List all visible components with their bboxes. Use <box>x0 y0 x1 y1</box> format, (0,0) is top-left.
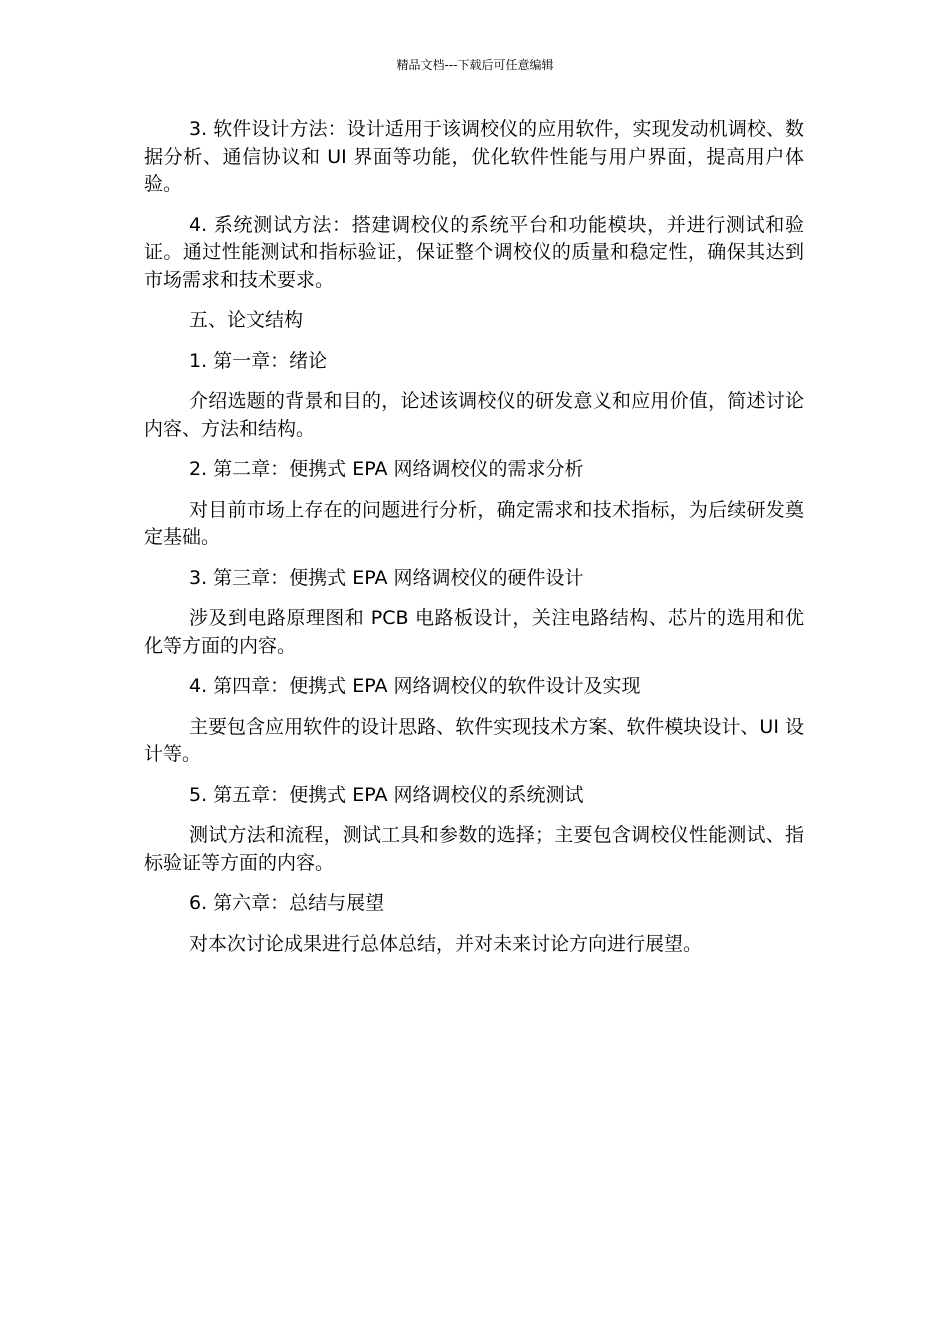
paragraph-software-design-method: 3. 软件设计方法：设计适用于该调校仪的应用软件，实现发动机调校、数据分析、通信协议和 UI 界面等功能，优化软件性能与用户界面，提高用户体验。 <box>144 118 804 195</box>
chapter-heading-5: 5. 第五章：便携式 EPA 网络调校仪的系统测试 <box>189 783 584 806</box>
chapter-heading-2: 2. 第二章：便携式 EPA 网络调校仪的需求分析 <box>189 458 584 480</box>
chapter-description-3: 涉及到电路原理图和 PCB 电路板设计，关注电路结构、芯片的选用和优化等方面的内容。 <box>144 607 804 657</box>
document-body <box>144 116 804 971</box>
section-heading-thesis-structure: 五、论文结构 <box>189 309 304 331</box>
chapter-description-4: 主要包含应用软件的设计思路、软件实现技术方案、软件模块设计、UI 设计等。 <box>144 715 804 765</box>
page-header: 精品文档---下载后可任意编辑 <box>396 58 554 72</box>
chapter-heading-6: 6. 第六章：总结与展望 <box>189 892 385 914</box>
paragraph-system-test-method: 4. 系统测试方法：搭建调校仪的系统平台和功能模块，并进行测试和验证。通过性能测试和指标验证，保证整个调校仪的质量和稳定性，确保其达到市场需求和技术要求。 <box>144 213 804 291</box>
chapter-heading-1: 1. 第一章：绪论 <box>189 349 328 372</box>
chapter-description-6: 对本次讨论成果进行总体总结，并对未来讨论方向进行展望。 <box>189 932 703 955</box>
chapter-description-5: 测试方法和流程，测试工具和参数的选择；主要包含调校仪性能测试、指标验证等方面的内容。 <box>144 824 804 874</box>
chapter-description-1: 介绍选题的背景和目的，论述该调校仪的研发意义和应用价值，简述讨论内容、方法和结构。 <box>144 390 804 440</box>
chapter-heading-3: 3. 第三章：便携式 EPA 网络调校仪的硬件设计 <box>189 566 584 589</box>
chapter-description-2: 对目前市场上存在的问题进行分析，确定需求和技术指标，为后续研发奠定基础。 <box>144 498 804 548</box>
chapter-heading-4: 4. 第四章：便携式 EPA 网络调校仪的软件设计及实现 <box>189 675 641 697</box>
